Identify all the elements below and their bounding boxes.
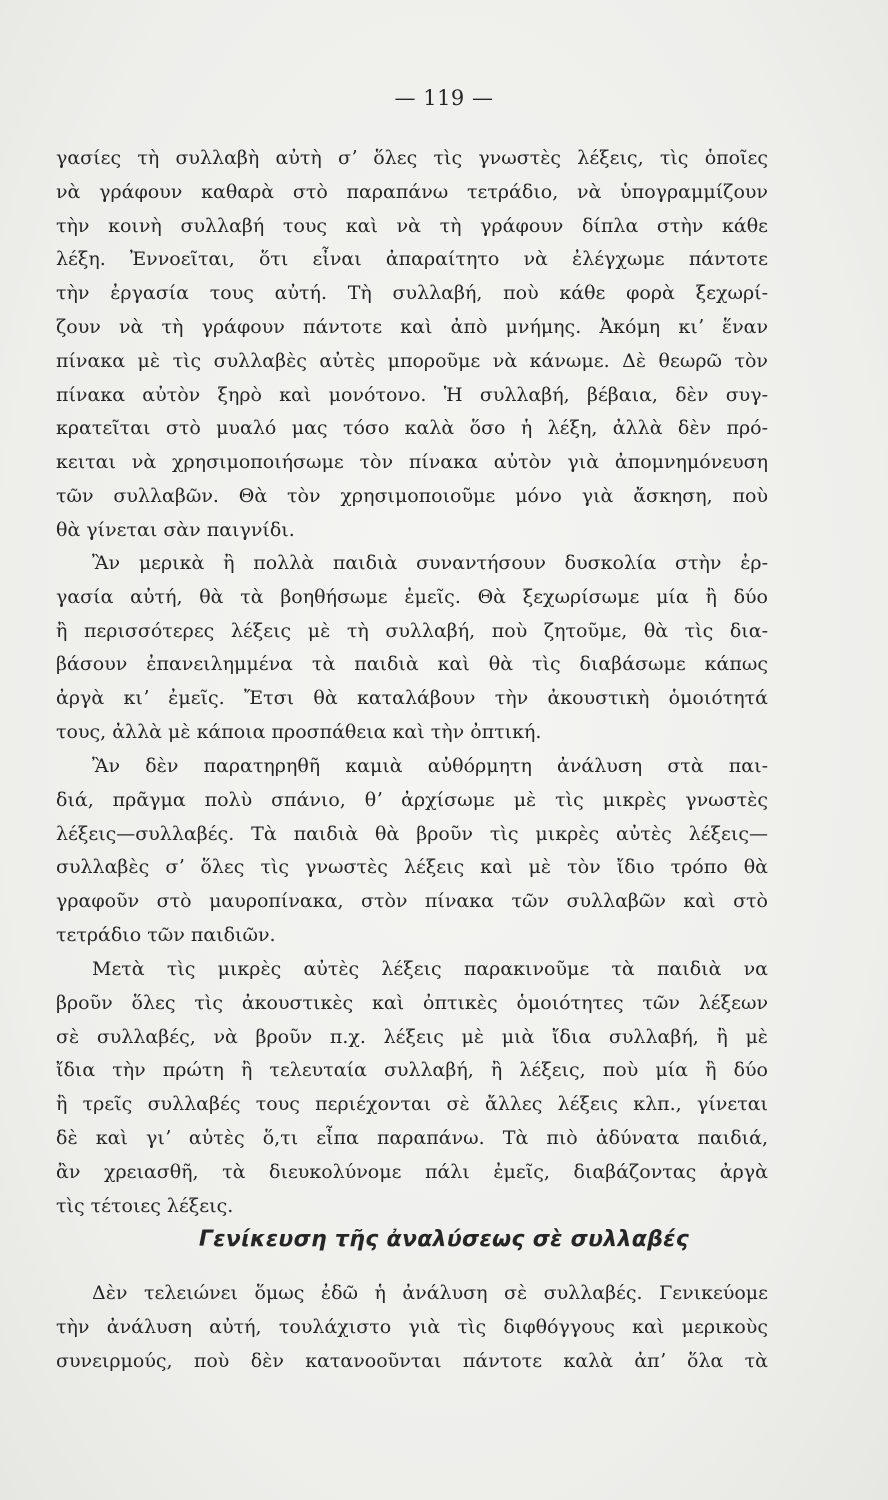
- page-number: — 119 —: [394, 86, 494, 110]
- text-line: ἢ τρεῖς συλλαβές τους περιέχονται σὲ ἄλλες λέξεις κλπ., γίνεται: [56, 1093, 768, 1116]
- text-line: κρατεῖται στὸ μυαλό μας τόσο καλὰ ὅσο ἡ λέξη, ἀλλὰ δὲν πρό-: [56, 417, 768, 440]
- text-line: ἴδια τὴν πρώτη ἢ τελευταία συλλαβή, ἢ λέξεις, ποὺ μία ἢ δύο: [56, 1059, 768, 1082]
- paragraph-5: [56, 1277, 768, 1378]
- text-line: νὰ γράφουν καθαρὰ στὸ παραπάνω τετράδιο, νὰ ὑπογραμμίζουν: [56, 180, 768, 203]
- text-line: τὶς τέτοιες λέξεις.: [56, 1194, 234, 1217]
- text-line: λέξη. Ἐννοεῖται, ὅτι εἶναι ἀπαραίτητο νὰ ἐλέγχωμε πάντοτε: [56, 248, 768, 271]
- text-line: διά, πρᾶγμα πολὺ σπάνιο, θʼ ἀρχίσωμε μὲ τὶς μικρὲς γνωστὲς: [56, 788, 768, 811]
- text-line: βάσουν ἐπανειλημμένα τὰ παιδιὰ καὶ θὰ τὶς διαβάσωμε κάπως: [56, 653, 768, 676]
- text-line: Δὲν τελειώνει ὅμως ἐδῶ ἡ ἀνάλυση σὲ συλλαβές. Γενικεύομε: [92, 1282, 768, 1304]
- text-line: συλλαβὲς σʼ ὅλες τὶς γνωστὲς λέξεις καὶ μὲ τὸν ἴδιο τρόπο θὰ: [56, 856, 768, 879]
- text-line: γραφοῦν στὸ μαυροπίνακα, στὸν πίνακα τῶν συλλαβῶν καὶ στὸ: [56, 890, 768, 913]
- text-line: κειται νὰ χρησιμοποιήσωμε τὸν πίνακα αὐτὸν γιὰ ἀπομνημόνευση: [56, 451, 768, 474]
- paragraph-1: [56, 142, 768, 548]
- text-line: ζουν νὰ τὴ γράφουν πάντοτε καὶ ἀπὸ μνήμης. Ἀκόμη κιʼ ἕναν: [56, 315, 768, 338]
- text-line: ἂν χρειασθῆ, τὰ διευκολύνομε πάλι ἐμεῖς, διαβάζοντας ἀργὰ: [56, 1160, 768, 1183]
- text-line: τους, ἀλλὰ μὲ κάποια προσπάθεια καὶ τὴν ὀπτική.: [56, 720, 542, 743]
- text-line: λέξεις—συλλαβές. Τὰ παιδιὰ θὰ βροῦν τὶς μικρὲς αὐτὲς λέξεις—: [56, 822, 768, 845]
- text-line: δὲ καὶ γιʼ αὐτὲς ὅ,τι εἶπα παραπάνω. Τὰ πιὸ ἀδύνατα παιδιά,: [56, 1126, 768, 1149]
- text-line: πίνακα μὲ τὶς συλλαβὲς αὐτὲς μποροῦμε νὰ κάνωμε. Δὲ θεωρῶ τὸν: [56, 349, 768, 372]
- text-line: ἀργὰ κιʼ ἐμεῖς. Ἔτσι θὰ καταλάβουν τὴν ἀκουστικὴ ὁμοιότητά: [56, 687, 768, 710]
- paragraph-4: [56, 953, 768, 1223]
- text-line: τὴν κοινὴ συλλαβή τους καὶ νὰ τὴ γράφουν δίπλα στὴν κάθε: [56, 214, 768, 237]
- text-line: τὴν ἀνάλυση αὐτή, τουλάχιστο γιὰ τὶς διφθόγγους καὶ μερικοὺς: [56, 1315, 768, 1338]
- text-line: πίνακα αὐτὸν ξηρὸ καὶ μονότονο. Ἡ συλλαβή, βέβαια, δὲν συγ-: [56, 383, 768, 406]
- text-line: Ἂν δὲν παρατηρηθῆ καμιὰ αὐθόρμητη ἀνάλυση στὰ παι-: [92, 755, 768, 777]
- text-line: σὲ συλλαβές, νὰ βροῦν π.χ. λέξεις μὲ μιὰ ἴδια συλλαβή, ἢ μὲ: [56, 1025, 768, 1048]
- text-line: Μετὰ τὶς μικρὲς αὐτὲς λέξεις παρακινοῦμε τὰ παιδιὰ να: [92, 958, 768, 980]
- paragraph-2: [56, 547, 768, 750]
- text-line: τὴν ἐργασία τους αὐτή. Τὴ συλλαβή, ποὺ κάθε φορὰ ξεχωρί-: [56, 282, 768, 305]
- text-line: γασία αὐτή, θὰ τὰ βοηθήσωμε ἐμεῖς. Θὰ ξεχωρίσωμε μία ἢ δύο: [56, 585, 768, 608]
- text-line: βροῦν ὅλες τὶς ἀκουστικὲς καὶ ὀπτικὲς ὁμοιότητες τῶν λέξεων: [56, 991, 768, 1014]
- text-line: συνειρμούς, ποὺ δὲν κατανοοῦνται πάντοτε καλὰ ἀπʼ ὅλα τὰ: [56, 1349, 768, 1372]
- section-heading: Γενίκευση τῆς ἀναλύσεως σὲ συλλαβές: [198, 1227, 690, 1252]
- text-line: Ἂν μερικὰ ἢ πολλὰ παιδιὰ συναντήσουν δυσκολία στὴν ἐρ-: [92, 552, 768, 574]
- text-line: γασίες τὴ συλλαβὴ αὐτὴ σʼ ὅλες τὶς γνωστὲς λέξεις, τὶς ὁποῖες: [56, 147, 768, 169]
- text-line: ἢ περισσότερες λέξεις μὲ τὴ συλλαβή, ποὺ ζητοῦμε, θὰ τὶς δια-: [56, 619, 768, 642]
- paragraph-3: [56, 750, 768, 953]
- text-line: τετράδιο τῶν παιδιῶν.: [56, 923, 276, 946]
- text-line: τῶν συλλαβῶν. Θὰ τὸν χρησιμοποιοῦμε μόνο γιὰ ἄσκηση, ποὺ: [56, 484, 768, 507]
- text-line: θὰ γίνεται σὰν παιγνίδι.: [56, 518, 295, 541]
